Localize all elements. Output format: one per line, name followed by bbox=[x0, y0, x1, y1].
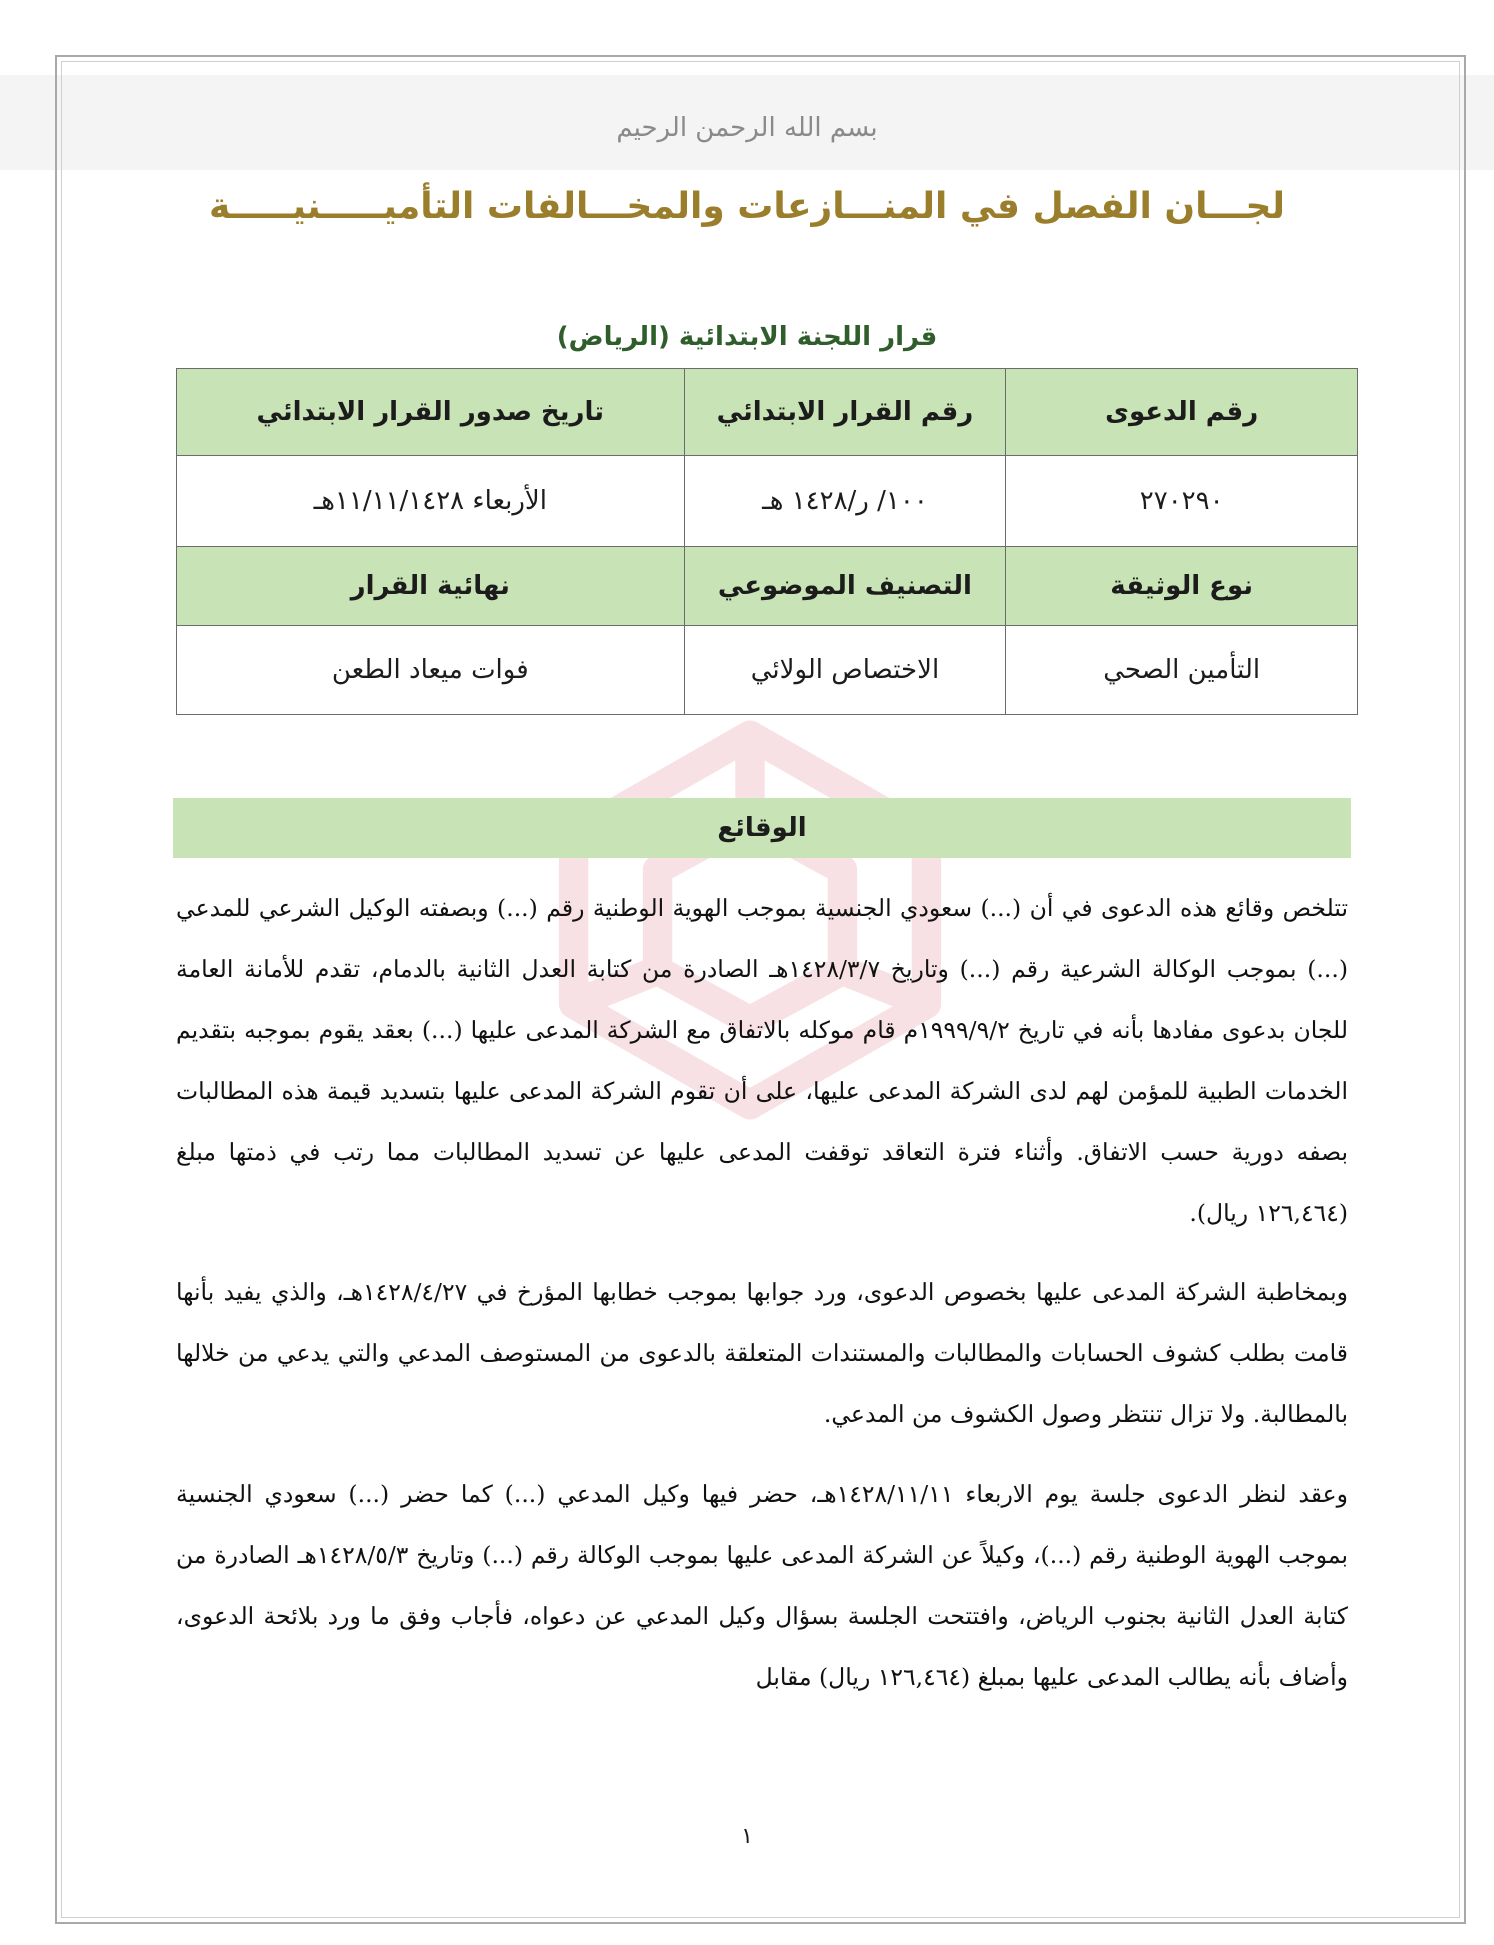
header-subject-classification: التصنيف الموضوعي bbox=[684, 547, 1006, 626]
case-number-value: ٢٧٠٢٩٠ bbox=[1006, 456, 1358, 547]
document-type-value: التأمين الصحي bbox=[1006, 626, 1358, 715]
basmala: بسم الله الرحمن الرحيم bbox=[616, 113, 878, 143]
subject-classification-value: الاختصاص الولائي bbox=[684, 626, 1006, 715]
facts-paragraph: تتلخص وقائع هذه الدعوى في أن (...) سعودي الجنسية بموجب الهوية الوطنية رقم (...) وبصفته الوكيل الشرعي للمدعي (...) بموجب الوكالة الشرعية رقم (...) وتاريخ ١٤٢٨/٣/٧هـ الصادرة من كتابة العدل الثانية بالدمام، تقدم للأمانة العامة للجان بدعوى مفادها بأنه في تاريخ ١٩٩٩/٩/٢م قام موكله بالاتفاق مع الشركة المدعى عليها (...) بعقد يقوم بموجبه بتقديم الخدمات الطبية للمؤمن لهم لدى الشركة المدعى عليها، على أن تقوم الشركة المدعى عليها بتسديد قيمة هذه المطالبات بصفه دورية حسب الاتفاق. وأثناء فترة التعاقد توقفت المدعى عليها عن تسديد المطالبات مما رتب في ذمتها مبلغ (١٢٦,٤٦٤ ريال). bbox=[176, 894, 1349, 1227]
header-document-type: نوع الوثيقة bbox=[1006, 547, 1358, 626]
header-decision-number: رقم القرار الابتدائي bbox=[684, 369, 1006, 456]
decision-date-value: الأربعاء ١١/١١/١٤٢٨هـ bbox=[177, 456, 685, 547]
table-row bbox=[177, 626, 1358, 715]
table-header-row bbox=[177, 547, 1358, 626]
header-case-number: رقم الدعوى bbox=[1006, 369, 1358, 456]
facts-paragraph: وعقد لنظر الدعوى جلسة يوم الاربعاء ١٤٢٨/١١/١١هـ، حضر فيها وكيل المدعي (...) كما حضر (...) سعودي الجنسية بموجب الهوية الوطنية رقم (...)، وكيلاً عن الشركة المدعى عليها بموجب الوكالة رقم (...) وتاريخ ١٤٢٨/٥/٣هـ الصادرة من كتابة العدل الثانية بجنوب الرياض، وافتتحت الجلسة بسؤال وكيل المدعي عن دعواه، فأجاب وفق ما ورد بلائحة الدعوى، وأضاف بأنه يطالب المدعى عليها بمبلغ (١٢٦,٤٦٤ ريال) مقابل bbox=[176, 1480, 1348, 1691]
facts-paragraph: وبمخاطبة الشركة المدعى عليها بخصوص الدعوى، ورد جوابها بموجب خطابها المؤرخ في ١٤٢٨/٤/٢٧هـ، والذي يفيد بأنها قامت بطلب كشوف الحسابات والمطالبات والمستندات المتعلقة بالدعوى من المستوصف المدعي والتي يدعي من خلالها بالمطالبة. ولا تزال تنتظر وصول الكشوف من المدعي. bbox=[176, 1278, 1348, 1428]
decision-finality-value: فوات ميعاد الطعن bbox=[177, 626, 685, 715]
committee-title: لجـــان الفصل في المنـــازعات والمخـــالفات التأميـــــنيـــــة bbox=[209, 186, 1285, 227]
table-row bbox=[177, 456, 1358, 547]
header-decision-finality: نهائية القرار bbox=[177, 547, 685, 626]
decision-heading: قرار اللجنة الابتدائية (الرياض) bbox=[556, 322, 938, 352]
page-number: ١ bbox=[741, 1824, 753, 1849]
table-header-row bbox=[177, 369, 1358, 456]
facts-section-title: الوقائع bbox=[173, 798, 1351, 858]
decision-number-value: ١٠٠/ ر/١٤٢٨ هـ bbox=[684, 456, 1006, 547]
decision-info-table bbox=[176, 368, 1358, 715]
header-decision-date: تاريخ صدور القرار الابتدائي bbox=[177, 369, 685, 456]
